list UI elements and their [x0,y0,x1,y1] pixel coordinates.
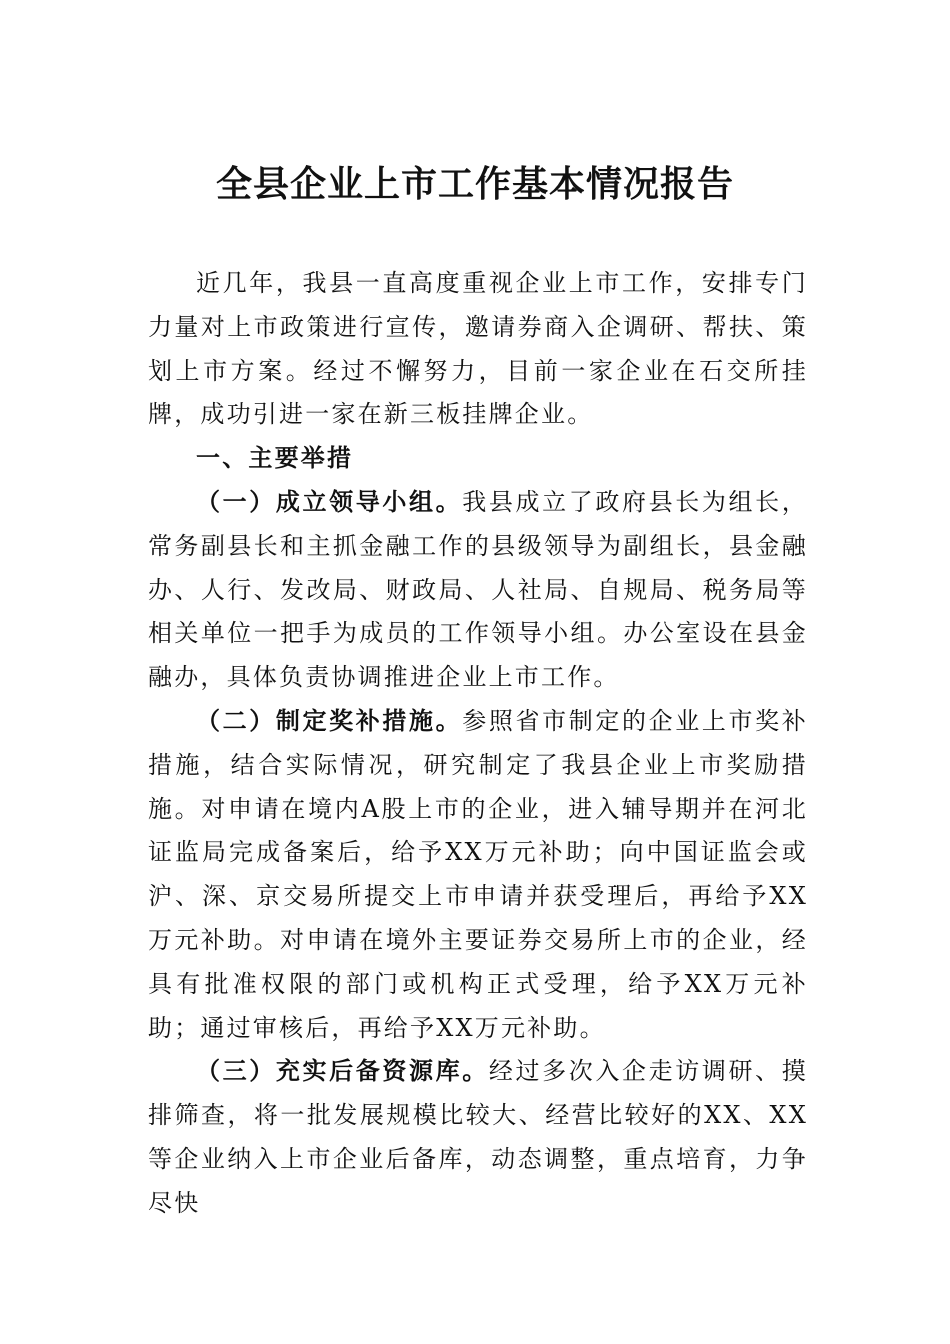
item-lead-3: （三）充实后备资源库。 [196,1057,489,1086]
document-body [148,262,808,1226]
document-title: 全县企业上市工作基本情况报告 [215,163,734,205]
item-paragraph-2 [148,700,808,1050]
item-paragraph-3 [148,1050,808,1225]
item-paragraph-1 [148,481,808,700]
item-lead-1: （一）成立领导小组。 [196,487,463,516]
item-lead-2: （二）制定奖补措施。 [196,706,463,735]
item-text-1: 我县成立了政府县长为组长，常务副县长和主抓金融工作的县级领导为副组长，县金融办、人行、发改局、财政局、人社局、自规局、税务局等相关单位一把手为成员的工作领导小组。办公室设在县金融办，具体负责协调推进企业上市工作。 [148,487,809,692]
section-heading: 一、主要举措 [196,444,354,473]
item-text-3: 经过多次入企走访调研、摸排筛查，将一批发展规模比较大、经营比较好的XX、XX等企业纳入上市企业后备库，动态调整，重点培育，力争尽快 [148,1057,809,1217]
intro-paragraph: 近几年，我县一直高度重视企业上市工作，安排专门力量对上市政策进行宣传，邀请券商入企调研、帮扶、策划上市方案。经过不懈努力，目前一家企业在石交所挂牌，成功引进一家在新三板挂牌企业。 [148,269,808,429]
item-text-2: 参照省市制定的企业上市奖补措施，结合实际情况，研究制定了我县企业上市奖励措施。对申请在境内A股上市的企业，进入辅导期并在河北证监局完成备案后，给予XX万元补助；向中国证监会或沪、深、京交易所提交上市申请并获受理后，再给予XX万元补助。对申请在境外主要证券交易所上市的企业，经具有批准权限的部门或机构正式受理，给予XX万元补助；通过审核后，再给予XX万元补助。 [148,706,809,1042]
